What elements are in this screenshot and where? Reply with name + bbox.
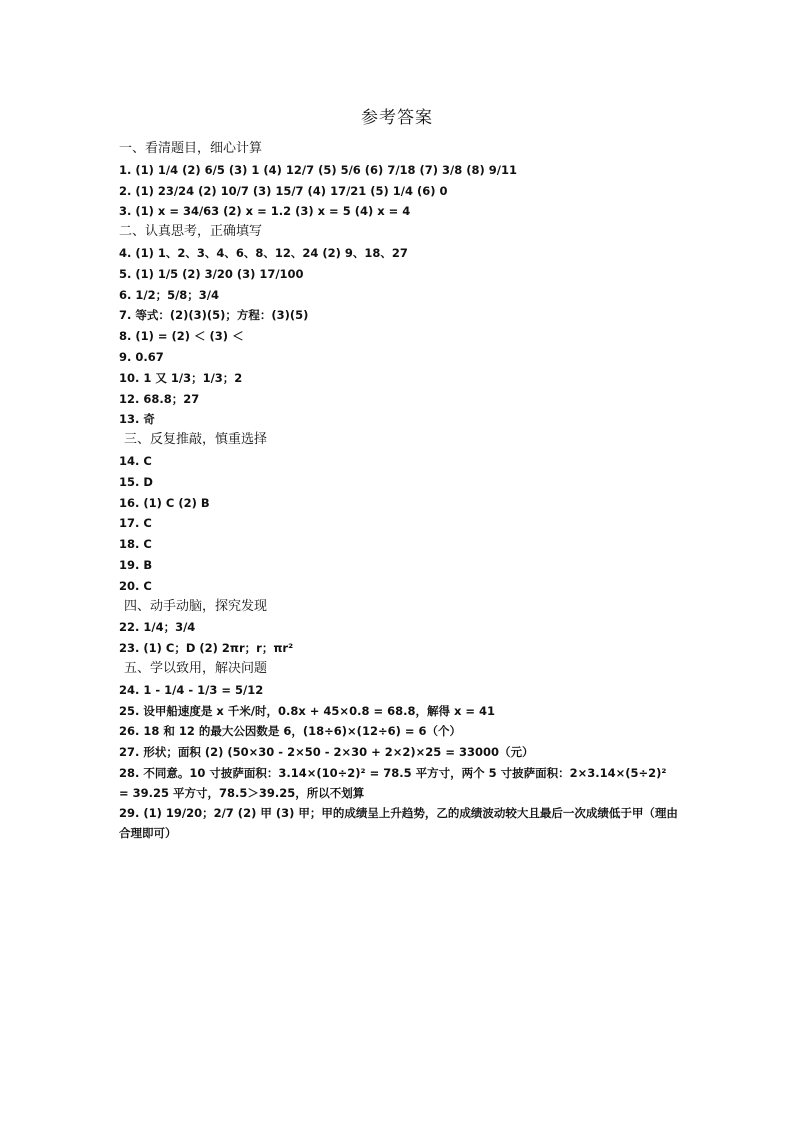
answer-line: 2. (1) 23/24 (2) 10/7 (3) 15/7 (4) 17/21 (5) 1/4 (6) 0 — [119, 183, 448, 198]
answer-line: 17. C — [119, 516, 152, 531]
answer-line: 23. (1) C；D (2) 2πr；r；πr² — [119, 641, 294, 656]
answer-line: 8. (1) = (2) ＜ (3) ＜ — [119, 329, 244, 344]
answer-line: 29. (1) 19/20；2/7 (2) 甲 (3) 甲；甲的成绩呈上升趋势，乙的成绩波动较大且最后一次成绩低于甲（理由合理即可） — [119, 805, 678, 840]
answer-line: 10. 1 又 1/3；1/3；2 — [119, 370, 243, 385]
answer-line: 16. (1) C (2) B — [119, 495, 210, 510]
answer-line: 9. 0.67 — [119, 349, 164, 364]
section-heading: 一、看清题目，细心计算 — [119, 141, 263, 156]
answer-line: 12. 68.8；27 — [119, 391, 200, 406]
answer-list — [119, 139, 679, 843]
answer-line: 13. 奇 — [119, 412, 155, 427]
answer-line: 25. 设甲船速度是 x 千米/时，0.8x + 45×0.8 = 68.8，解得 x = 41 — [119, 703, 496, 718]
section-heading: 五、学以致用，解决问题 — [124, 660, 268, 676]
answer-line: 4. (1) 1、2、3、4、6、8、12、24 (2) 9、18、27 — [119, 245, 408, 260]
answer-line: 7. 等式：(2)(3)(5)；方程：(3)(5) — [119, 308, 309, 323]
answer-line: 3. (1) x = 34/63 (2) x = 1.2 (3) x = 5 (4) x = 4 — [119, 204, 411, 219]
answer-line: 27. 形状；面积 (2) (50×30 - 2×50 - 2×30 + 2×2)×25 = 33000（元） — [119, 745, 534, 760]
page-title: 参考答案 — [361, 108, 433, 128]
answer-line: 14. C — [119, 453, 152, 468]
answer-line: 22. 1/4；3/4 — [119, 620, 196, 635]
answer-line: 5. (1) 1/5 (2) 3/20 (3) 17/100 — [119, 266, 304, 281]
section-heading: 四、动手动脑，探究发现 — [124, 598, 268, 614]
answer-line: 26. 18 和 12 的最大公因数是 6，(18÷6)×(12÷6) = 6（个） — [119, 724, 461, 739]
answer-line: 18. C — [119, 537, 152, 552]
answer-line: 15. D — [119, 474, 153, 489]
answer-line: 1. (1) 1/4 (2) 6/5 (3) 1 (4) 12/7 (5) 5/6 (6) 7/18 (7) 3/8 (8) 9/11 — [119, 162, 517, 177]
answer-line: 19. B — [119, 557, 153, 572]
answer-line: 6. 1/2；5/8；3/4 — [119, 287, 219, 302]
answer-line: 28. 不同意。10 寸披萨面积：3.14×(10÷2)² = 78.5 平方寸，两个 5 寸披萨面积：2×3.14×(5÷2)² = 39.25 平方寸，78.5＞39.25，所以不划算 — [119, 765, 667, 800]
section-heading: 二、认真思考，正确填写 — [119, 224, 263, 240]
section-heading: 三、反复推敲，慎重选择 — [124, 432, 268, 448]
answer-line: 20. C — [119, 578, 152, 593]
answer-line: 24. 1 - 1/4 - 1/3 = 5/12 — [119, 682, 264, 697]
